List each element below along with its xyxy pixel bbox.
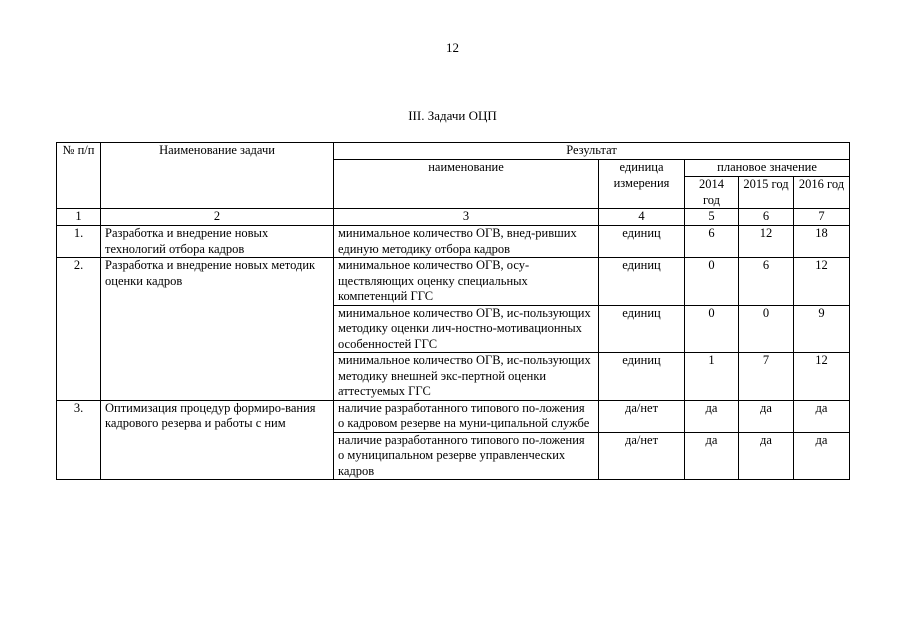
result-name: минимальное количество ОГВ, ис-пользующих методику внешней экс-пертной оценки аттестуемых ГГС	[334, 353, 599, 401]
column-number: 3	[334, 209, 599, 226]
section-title: III. Задачи ОЦП	[408, 108, 497, 123]
task-num: 3.	[57, 400, 101, 480]
table-row	[57, 258, 850, 306]
value-2016: 12	[794, 258, 850, 306]
value-2015: 0	[739, 305, 794, 353]
header-task-name: Наименование задачи	[101, 143, 334, 209]
result-unit: единиц	[599, 258, 685, 306]
header-row	[57, 143, 850, 160]
value-2014: 0	[685, 305, 739, 353]
column-number: 7	[794, 209, 850, 226]
task-name: Оптимизация процедур формиро-вания кадрового резерва и работы с ним	[101, 400, 334, 480]
result-unit: единиц	[599, 226, 685, 258]
value-2016: 9	[794, 305, 850, 353]
result-unit: единиц	[599, 353, 685, 401]
table-row	[57, 226, 850, 258]
header-year-2014: 2014 год	[685, 177, 739, 209]
header-unit: единица измерения	[599, 160, 685, 209]
result-name: минимальное количество ОГВ, внед-ривших единую методику отбора кадров	[334, 226, 599, 258]
value-2015: да	[739, 400, 794, 432]
column-number: 4	[599, 209, 685, 226]
result-name: минимальное количество ОГВ, ис-пользующих методику оценки лич-ностно-мотивационных особенностей ГГС	[334, 305, 599, 353]
tasks-table-body	[57, 143, 850, 480]
value-2014: да	[685, 432, 739, 480]
value-2014: 1	[685, 353, 739, 401]
result-unit: единиц	[599, 305, 685, 353]
value-2016: 12	[794, 353, 850, 401]
task-num: 1.	[57, 226, 101, 258]
task-name: Разработка и внедрение новых технологий отбора кадров	[101, 226, 334, 258]
page-number: 12	[446, 40, 459, 55]
column-number: 1	[57, 209, 101, 226]
value-2014: да	[685, 400, 739, 432]
result-name: минимальное количество ОГВ, осу-ществляющих оценку специальных компетенций ГГС	[334, 258, 599, 306]
result-name: наличие разработанного типового по-ложения о муниципальном резерве управленческих кадров	[334, 432, 599, 480]
tasks-table	[56, 142, 850, 480]
value-2015: 6	[739, 258, 794, 306]
value-2016: да	[794, 400, 850, 432]
value-2014: 6	[685, 226, 739, 258]
column-number: 5	[685, 209, 739, 226]
result-unit: да/нет	[599, 400, 685, 432]
column-number: 6	[739, 209, 794, 226]
column-number: 2	[101, 209, 334, 226]
value-2015: да	[739, 432, 794, 480]
header-planned: плановое значение	[685, 160, 850, 177]
header-num: № п/п	[57, 143, 101, 209]
header-result: Результат	[334, 143, 850, 160]
task-name: Разработка и внедрение новых методик оценки кадров	[101, 258, 334, 401]
task-num: 2.	[57, 258, 101, 401]
header-year-2015: 2015 год	[739, 177, 794, 209]
table-row	[57, 400, 850, 432]
result-unit: да/нет	[599, 432, 685, 480]
value-2014: 0	[685, 258, 739, 306]
value-2016: 18	[794, 226, 850, 258]
value-2016: да	[794, 432, 850, 480]
column-number-row	[57, 209, 850, 226]
header-result-name: наименование	[334, 160, 599, 209]
value-2015: 12	[739, 226, 794, 258]
result-name: наличие разработанного типового по-ложения о кадровом резерве на муни-ципальной службе	[334, 400, 599, 432]
header-year-2016: 2016 год	[794, 177, 850, 209]
value-2015: 7	[739, 353, 794, 401]
